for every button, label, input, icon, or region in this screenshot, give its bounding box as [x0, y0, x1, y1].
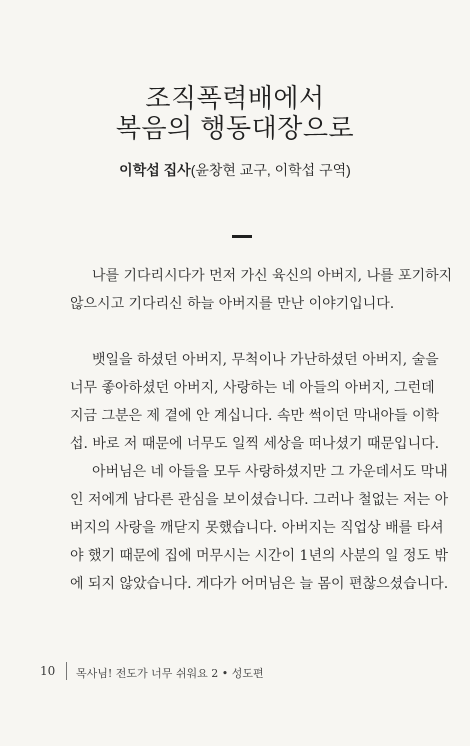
chapter-title-line-1: 조직폭력배에서 — [145, 83, 325, 113]
paragraph-line: 섭. 바로 저 때문에 너무도 일찍 세상을 떠나셨기 때문입니다. — [70, 436, 440, 452]
author-byline — [0, 160, 470, 180]
paragraph-line: 아버님은 네 아들을 모두 사랑하셨지만 그 가운데서도 막내 — [92, 464, 448, 480]
paragraph-line: 야 했기 때문에 집에 머무시는 시간이 1년의 사분의 일 정도 밖 — [70, 548, 448, 564]
paragraph-line: 뱃일을 하셨던 아버지, 무척이나 가난하셨던 아버지, 술을 — [92, 352, 439, 368]
paragraph-line: 않으시고 기다리신 하늘 아버지를 만난 이야기입니다. — [70, 296, 395, 312]
page-footer — [40, 662, 430, 682]
paragraph-line: 인 저에게 남다른 관심을 보이셨습니다. 그러나 철없는 저는 아 — [70, 492, 449, 508]
section-divider-dash — [232, 235, 252, 238]
paragraph-2 — [70, 346, 449, 598]
paragraph-line: 버지의 사랑을 깨닫지 못했습니다. 아버지는 직업상 배를 타셔 — [70, 520, 444, 536]
paragraph-line: 너무 좋아하셨던 아버지, 사랑하는 네 아들의 아버지, 그런데 — [70, 380, 435, 396]
chapter-title-line-2: 복음의 행동대장으로 — [115, 113, 355, 143]
author-name: 이학섭 집사 — [119, 162, 191, 178]
page-number: 10 — [40, 664, 56, 678]
author-affiliation: (윤창현 교구, 이학섭 구역) — [190, 162, 351, 178]
paragraph-line: 나를 기다리시다가 먼저 가신 육신의 아버지, 나를 포기하지 — [92, 268, 453, 284]
footer-divider — [66, 662, 67, 680]
paragraph-line: 에 되지 않았습니다. 게다가 어머님은 늘 몸이 편찮으셨습니다. — [70, 576, 449, 592]
running-title: 목사님! 전도가 너무 쉬워요 2 • 성도편 — [76, 667, 264, 680]
paragraph-line: 지금 그분은 제 곁에 안 계십니다. 속만 썩이던 막내아들 이학 — [70, 408, 440, 424]
paragraph-1 — [70, 262, 453, 318]
